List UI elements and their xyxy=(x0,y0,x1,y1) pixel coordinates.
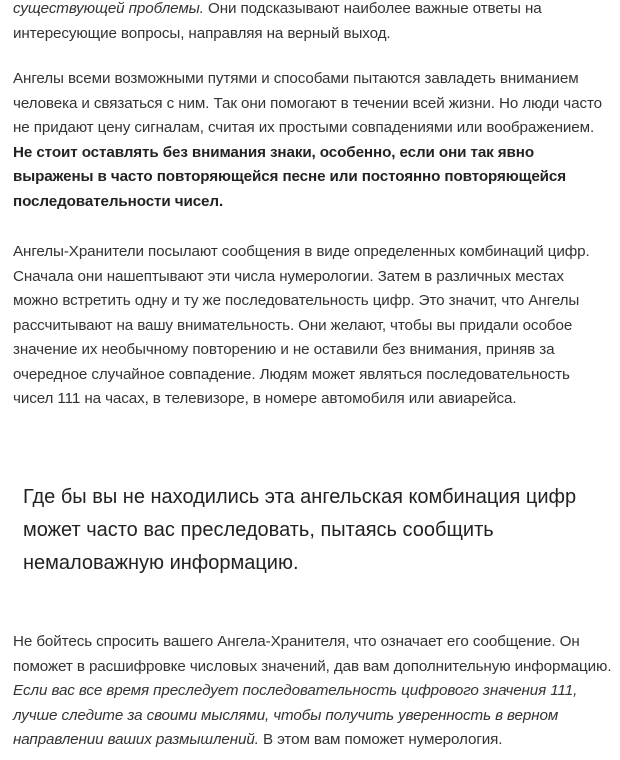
paragraph-3 xyxy=(13,240,613,412)
paragraph-5-rest: В этом вам поможет нумерология. xyxy=(258,731,503,748)
pull-quote xyxy=(23,481,603,580)
paragraph-5-italic: Если вас все время преследует последовательность цифрового значения 111, лучше следите за своими мыслями, чтобы получить уверенность в верном направлении ваших размышлений. xyxy=(13,682,578,748)
paragraph-2-text: Ангелы всеми возможными путями и способами пытаются завладеть вниманием человека и связаться с ним. Так они помогают в течении всей жизни. Но люди часто не придают цену сигналам, считая их простыми совпадениями или воображением. xyxy=(13,70,602,136)
paragraph-5 xyxy=(13,630,613,753)
pull-quote-text: Где бы вы не находились эта ангельская комбинация цифр может часто вас преследовать, пытаясь сообщить немаловажную информацию. xyxy=(23,486,577,574)
paragraph-2-bold: Не стоит оставлять без внимания знаки, особенно, если они так явно выражены в часто повторяющейся песне или постоянно повторяющейся последовательности чисел. xyxy=(13,143,567,210)
paragraph-3-text: Ангелы-Хранители посылают сообщения в виде определенных комбинаций цифр. Сначала они нашептывают эти числа нумерологии. Затем в различных местах можно встретить одну и ту же последовательность цифр. Это значит, что Ангелы рассчитывают на вашу внимательность. Они желают, чтобы вы придали особое значение их необычному повторению и не оставили без внимания, приняв за очередное случайное совпадение. Людям может являться последовательность чисел 111 на часах, в телевизоре, в номере автомобиля или авиарейса. xyxy=(13,243,590,407)
paragraph-1-text: Они подсказывают наиболее важные ответы на интересующие вопросы, направляя на верный выход. xyxy=(13,0,542,42)
paragraph-5-text: Не бойтесь спросить вашего Ангела-Хранителя, что означает его сообщение. Он поможет в расшифровке числовых значений, дав вам дополнительную информацию. xyxy=(13,633,612,675)
paragraph-1 xyxy=(13,0,613,46)
paragraph-1-italic: существующей проблемы. xyxy=(13,0,204,17)
paragraph-2 xyxy=(13,67,613,214)
